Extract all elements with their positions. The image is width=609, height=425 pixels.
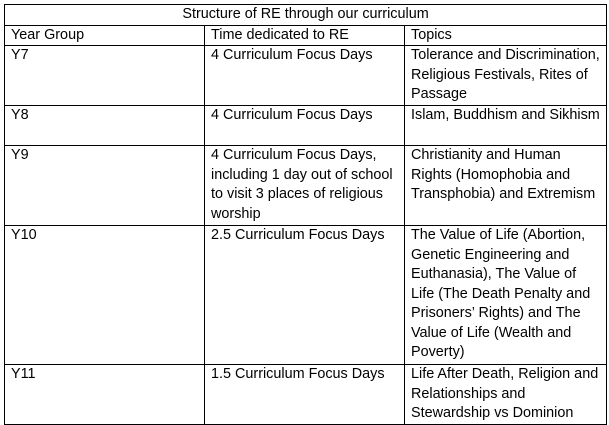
table-row — [5, 146, 607, 226]
topics-cell: Islam, Buddhism and Sikhism — [405, 106, 607, 146]
table-title-row — [5, 5, 607, 26]
re-curriculum-table — [4, 4, 607, 425]
time-cell: 4 Curriculum Focus Days — [205, 106, 405, 146]
header-year-group: Year Group — [5, 25, 205, 46]
time-cell: 1.5 Curriculum Focus Days — [205, 365, 405, 425]
table-row — [5, 226, 607, 365]
topics-cell: Christianity and Human Rights (Homophobia and Transphobia) and Extremism — [405, 146, 607, 226]
table-row — [5, 46, 607, 106]
header-topics: Topics — [405, 25, 607, 46]
topics-cell: Tolerance and Discrimination, Religious Festivals, Rites of Passage — [405, 46, 607, 106]
table-row — [5, 106, 607, 146]
time-cell: 4 Curriculum Focus Days — [205, 46, 405, 106]
table-row — [5, 365, 607, 425]
header-time-dedicated: Time dedicated to RE — [205, 25, 405, 46]
year-group-cell: Y8 — [5, 106, 205, 146]
topics-cell: Life After Death, Religion and Relationships and Stewardship vs Dominion — [405, 365, 607, 425]
year-group-cell: Y7 — [5, 46, 205, 106]
year-group-cell: Y10 — [5, 226, 205, 365]
year-group-cell: Y9 — [5, 146, 205, 226]
year-group-cell: Y11 — [5, 365, 205, 425]
table-header-row — [5, 25, 607, 46]
topics-cell: The Value of Life (Abortion, Genetic Engineering and Euthanasia), The Value of Life (The Death Penalty and Prisoners’ Rights) and The Value of Life (Wealth and Poverty) — [405, 226, 607, 365]
time-cell: 4 Curriculum Focus Days, including 1 day out of school to visit 3 places of religious worship — [205, 146, 405, 226]
table-title: Structure of RE through our curriculum — [5, 5, 607, 26]
time-cell: 2.5 Curriculum Focus Days — [205, 226, 405, 365]
